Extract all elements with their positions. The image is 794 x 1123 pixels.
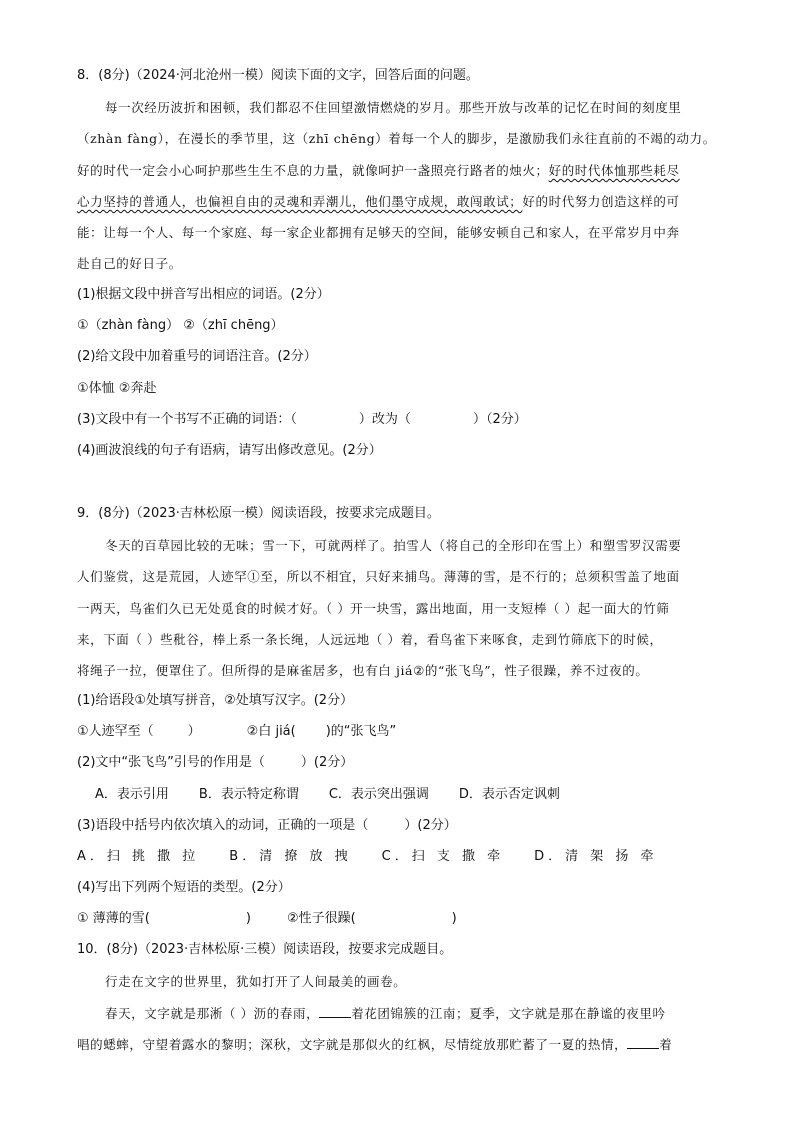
q9-header: 9．(8分)（2023·吉林松原一模）阅读语段，按要求完成题目。 [77,506,440,521]
q8-passage-line-2: （zhàn fàng），在漫长的季节里，这（zhī chēng）着每一个人的脚步，是激励我们永往直前的不竭的动力。 [77,131,716,146]
wavy-underlined-sentence: 好的时代体恤那些耗尽 [548,163,680,178]
q9-sub-question-1: (1)给语段①处填写拼音，②处填写汉字。(2分） [77,693,354,708]
q9-sub-question-3-options [77,848,688,866]
q10-passage-line-1: 行走在文字的世界里，犹如打开了人间最美的画卷。 [105,974,407,989]
q8-sub-question-1-answer: ①（zhàn fàng） ②（zhī chēng） [77,318,284,333]
q10-header: 10．(8分)（2023·吉林松原·三模）阅读语段，按要求完成题目。 [77,942,453,957]
q8-passage-text: 好的时代一定会小心呵护那些生生不息的力量，就像呵护一盏照亮行路者的烛火； [77,163,549,178]
fill-in-blank[interactable] [627,1036,659,1049]
q8-header: 8．(8分)（2024·河北沧州一模）阅读下面的文字，回答后面的问题。 [77,68,479,83]
q9-passage-line-2: 人们鉴赏，这是荒园，人迹罕①至，所以不相宜，只好来捕鸟。薄薄的雪，是不行的；总须积雪盖了地面 [77,569,680,584]
q8-passage-line-5: 能：让每一个人、每一个家庭、每一家企业都拥有足够天的空间，能够安顿自己和家人，在平常岁月中奔 [77,225,680,240]
q9-sub-question-4-answer: ① 薄薄的雪( ) ②性子很躁( ) [77,911,457,926]
q9-passage-line-4: 来，下面（ ）些秕谷，棒上系一条长绳，人远远地（ ）着，看鸟雀下来啄食，走到竹筛底下的时候， [77,632,663,647]
option-b[interactable]: B．表示特定称谓 [198,787,299,802]
option-d[interactable]: D．清 架 扬 牵 [534,849,658,864]
q8-passage-line-3 [77,162,680,180]
option-b[interactable]: B．清 撩 放 拽 [229,849,352,864]
q8-passage-line-4 [77,193,680,211]
q8-sub-question-4: (4)画波浪线的句子有语病，请写出修改意见。(2分） [77,443,382,458]
option-c[interactable]: C．表示突出强调 [328,787,429,802]
q8-sub-question-2: (2)给文段中加着重号的词语注音。(2分） [77,349,317,364]
q9-sub-question-3: (3)语段中括号内依次填入的动词，正确的一项是（ ）(2分） [77,818,457,833]
q10-passage-line-3: 唱的蟋蟀，守望着露水的黎明；深秋，文字就是那似火的红枫，尽情绽放那贮蓄了一夏的热情， 着 [77,1037,673,1052]
q8-sub-question-3: (3)文段中有一个书写不正确的词语：（ ）改为（ ）（2分） [77,412,527,427]
q8-passage-line-1: 每一次经历波折和困顿，我们都忍不住回望激情燃烧的岁月。那些开放与改革的记忆在时间的刻度里 [105,100,682,115]
q9-passage-line-5: 将绳子一拉，便罩住了。但所得的是麻雀居多，也有白 jiá②的“张飞鸟”，性子很躁，养不过夜的。 [77,663,649,678]
q8-sub-question-2-answer: ①体恤 ②奔赴 [77,381,157,396]
q9-sub-question-4: (4)写出下列两个短语的类型。(2分） [77,880,291,895]
option-a[interactable]: A．扫 挑 撒 拉 [77,849,200,864]
q10-passage-line-2: 春天，文字就是那淅（ ）沥的春雨， 着花团锦簇的江南；夏季，文字就是那在静谧的夜里吟 [105,1006,666,1021]
option-d[interactable]: D．表示否定讽刺 [458,787,560,802]
q9-passage-line-3: 一两天，鸟雀们久已无处觅食的时候才好。（ ）开一块雪，露出地面，用一支短棒（ ）起一面大的竹筛 [77,601,670,616]
q9-sub-question-1-answer: ①人迹罕至（ ） ②白 jiá( )的“张飞鸟” [77,724,397,739]
wavy-underlined-sentence: 心力坚持的普通人，也偏袒自由的灵魂和弄潮儿，他们墨守成规，敢闯敢试； [77,194,523,209]
option-a[interactable]: A．表示引用 [95,787,169,802]
q8-passage-line-6: 赴自己的好日子。 [77,256,182,271]
q9-sub-question-2: (2)文中“张飞鸟”引号的作用是（ ）(2分） [77,755,354,770]
q8-passage-text: 好的时代努力创造这样的可 [522,194,680,209]
q9-passage-line-1: 冬天的百草园比较的无味；雪一下，可就两样了。拍雪人（将自己的全形印在雪上）和塑雪罗汉需要 [105,538,682,553]
q9-sub-question-2-options [95,786,590,804]
option-c[interactable]: C．扫 支 撒 牵 [381,849,505,864]
fill-in-blank[interactable] [319,1005,351,1018]
q8-sub-question-1: (1)根据文段中拼音写出相应的词语。(2分） [77,287,330,302]
